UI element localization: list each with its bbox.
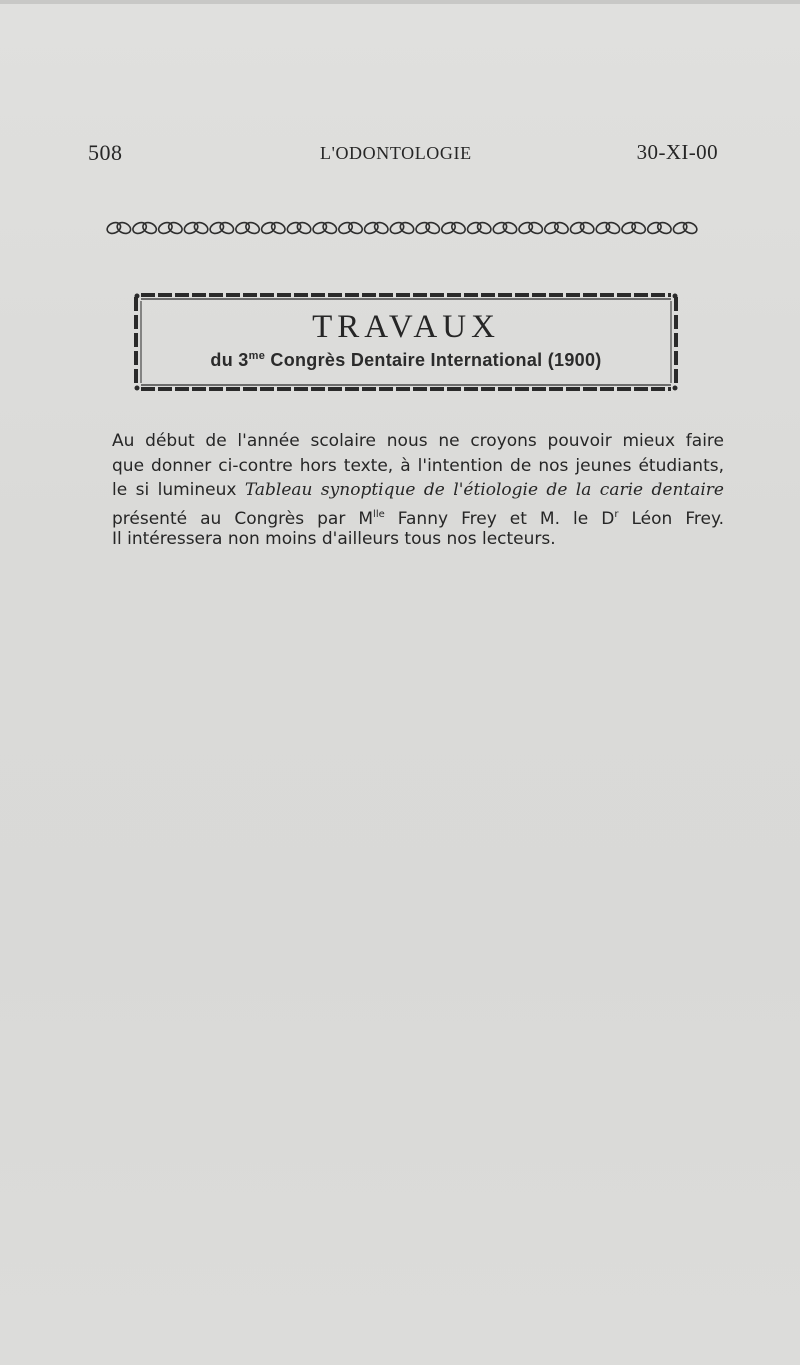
knot-ornament-icon — [208, 221, 235, 236]
knot-ornament-icon — [337, 221, 364, 236]
knot-ornament-icon — [260, 221, 287, 236]
knot-ornament-icon — [286, 221, 313, 236]
paragraph-line: le si lumineux Tableau synoptique de l'étiologie de la carie dentaire — [112, 480, 724, 501]
page-top-edge — [0, 0, 800, 4]
paragraph-line: que donner ci-contre hors texte, à l'intention de nos jeunes étudiants, — [112, 455, 724, 476]
journal-title: L'ODONTOLOGIE — [320, 143, 472, 163]
knot-ornament-icon — [620, 221, 647, 236]
knot-ornament-icon — [131, 221, 158, 236]
knot-ornament-icon — [157, 221, 184, 236]
knot-ornament-icon — [466, 221, 493, 236]
knot-ornament-icon — [414, 221, 441, 236]
knot-ornament-icon — [646, 221, 673, 236]
title-frame — [133, 289, 679, 395]
section-subtitle: du $3^{me}$ Congrès Dentaire International (1900) — [210, 350, 602, 370]
knot-ornament-icon — [106, 221, 132, 236]
knot-ornament-icon — [183, 221, 210, 236]
knot-ornament-icon — [569, 221, 596, 236]
paragraph-line: Au début de l'année scolaire nous ne croyons pouvoir mieux faire — [112, 431, 724, 451]
italic-title: Tableau synoptique de l'étiologie de la carie dentaire — [244, 480, 724, 501]
knot-ornament-icon — [440, 221, 467, 236]
paragraph-line: Il intéressera non moins d'ailleurs tous nos lecteurs. — [112, 529, 556, 550]
page-number: 508 — [88, 140, 123, 165]
knot-ornament-icon — [594, 221, 621, 236]
issue-date: 30-XI-00 — [636, 140, 718, 164]
ornament-row — [106, 219, 698, 237]
paragraph-line: présenté au Congrès par $M^{lle}$ Fanny Frey et M. le $D^r$ Léon Frey. — [112, 508, 724, 529]
section-title: TRAVAUX — [312, 309, 500, 345]
knot-ornament-icon — [491, 221, 518, 236]
article-paragraph — [112, 429, 724, 552]
knot-ornament-icon — [106, 219, 698, 237]
knot-ornament-icon — [543, 221, 570, 236]
knot-ornament-icon — [311, 221, 338, 236]
running-head — [88, 140, 718, 170]
knot-ornament-icon — [363, 221, 390, 236]
knot-ornament-icon — [517, 221, 544, 236]
knot-ornament-icon — [672, 221, 698, 236]
knot-ornament-icon — [389, 221, 416, 236]
knot-ornament-icon — [234, 221, 261, 236]
